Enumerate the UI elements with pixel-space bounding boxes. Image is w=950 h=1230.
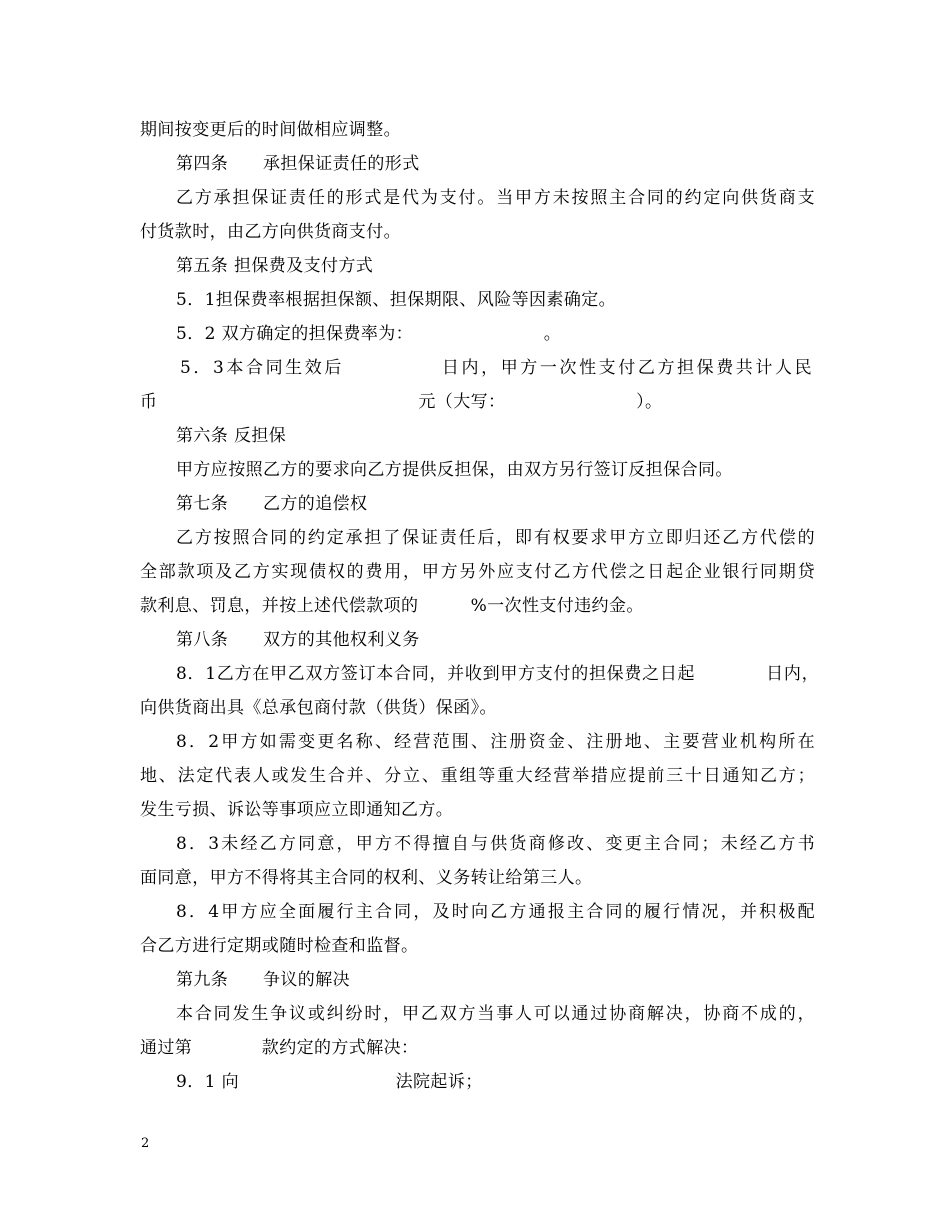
article-4-heading: 第四条 承担保证责任的形式 bbox=[176, 154, 420, 174]
text-line-14: 全部款项及乙方实现债权的费用，甲方另外应支付乙方代偿之日起企业银行同期贷 bbox=[140, 562, 815, 582]
text-line-11: 甲方应按照乙方的要求向乙方提供反担保，由双方另行签订反担保合同。 bbox=[176, 460, 733, 480]
text-line-13: 乙方按照合同的约定承担了保证责任后，即有权要求甲方立即归还乙方代偿的 bbox=[176, 528, 815, 548]
text-line-15: 款利息、罚息，并按上述代偿款项的 %一次性支付违约金。 bbox=[140, 596, 644, 616]
clause-5-3-cont: 币 元（大写： ）。 bbox=[140, 392, 663, 412]
clause-8-3: 8．3未经乙方同意，甲方不得擅自与供货商修改、变更主合同；未经乙方书 bbox=[176, 834, 815, 854]
clause-8-1-cont: 向供货商出具《总承包商付款（供货）保函》。 bbox=[140, 698, 497, 718]
article-8-heading: 第八条 双方的其他权利义务 bbox=[176, 630, 420, 650]
text-line-27: 本合同发生争议或纠纷时，甲乙双方当事人可以通过协商解决，协商不成的， bbox=[176, 1004, 815, 1024]
article-5-heading: 第五条 担保费及支付方式 bbox=[176, 256, 374, 276]
clause-8-2-cont-2: 发生亏损、诉讼等事项应立即通知乙方。 bbox=[140, 800, 454, 820]
clause-5-1: 5．1担保费率根据担保额、担保期限、风险等因素确定。 bbox=[176, 290, 617, 310]
article-7-heading: 第七条 乙方的追偿权 bbox=[176, 494, 368, 514]
article-6-heading: 第六条 反担保 bbox=[176, 426, 287, 446]
clause-8-3-cont: 面同意，甲方不得将其主合同的权利、义务转让给第三人。 bbox=[140, 868, 593, 888]
text-line-3: 乙方承担保证责任的形式是代为支付。当甲方未按照主合同的约定向供货商支 bbox=[176, 188, 815, 208]
clause-8-4-cont: 合乙方进行定期或随时检查和监督。 bbox=[140, 936, 419, 956]
text-line-28: 通过第 款约定的方式解决： bbox=[140, 1038, 419, 1058]
clause-9-1: 9．1 向 法院起诉； bbox=[176, 1072, 483, 1092]
clause-8-2: 8．2甲方如需变更名称、经营范围、注册资金、注册地、主要营业机构所在 bbox=[176, 732, 815, 752]
page-number: 2 bbox=[141, 1136, 150, 1151]
text-line-4: 付货款时，由乙方向供货商支付。 bbox=[140, 222, 401, 242]
clause-8-2-cont: 地、法定代表人或发生合并、分立、重组等重大经营举措应提前三十日通知乙方； bbox=[140, 766, 815, 786]
clause-8-1: 8．1乙方在甲乙双方签订本合同，并收到甲方支付的担保费之日起 日内， bbox=[176, 664, 819, 684]
clause-5-3: 5．3本合同生效后 日内，甲方一次性支付乙方担保费共计人民 bbox=[180, 358, 812, 378]
text-line-1: 期间按变更后的时间做相应调整。 bbox=[140, 120, 401, 140]
clause-8-4: 8．4甲方应全面履行主合同，及时向乙方通报主合同的履行情况，并积极配 bbox=[176, 902, 815, 922]
clause-5-2: 5．2 双方确定的担保费率为： 。 bbox=[176, 324, 562, 344]
article-9-heading: 第九条 争议的解决 bbox=[176, 970, 350, 990]
